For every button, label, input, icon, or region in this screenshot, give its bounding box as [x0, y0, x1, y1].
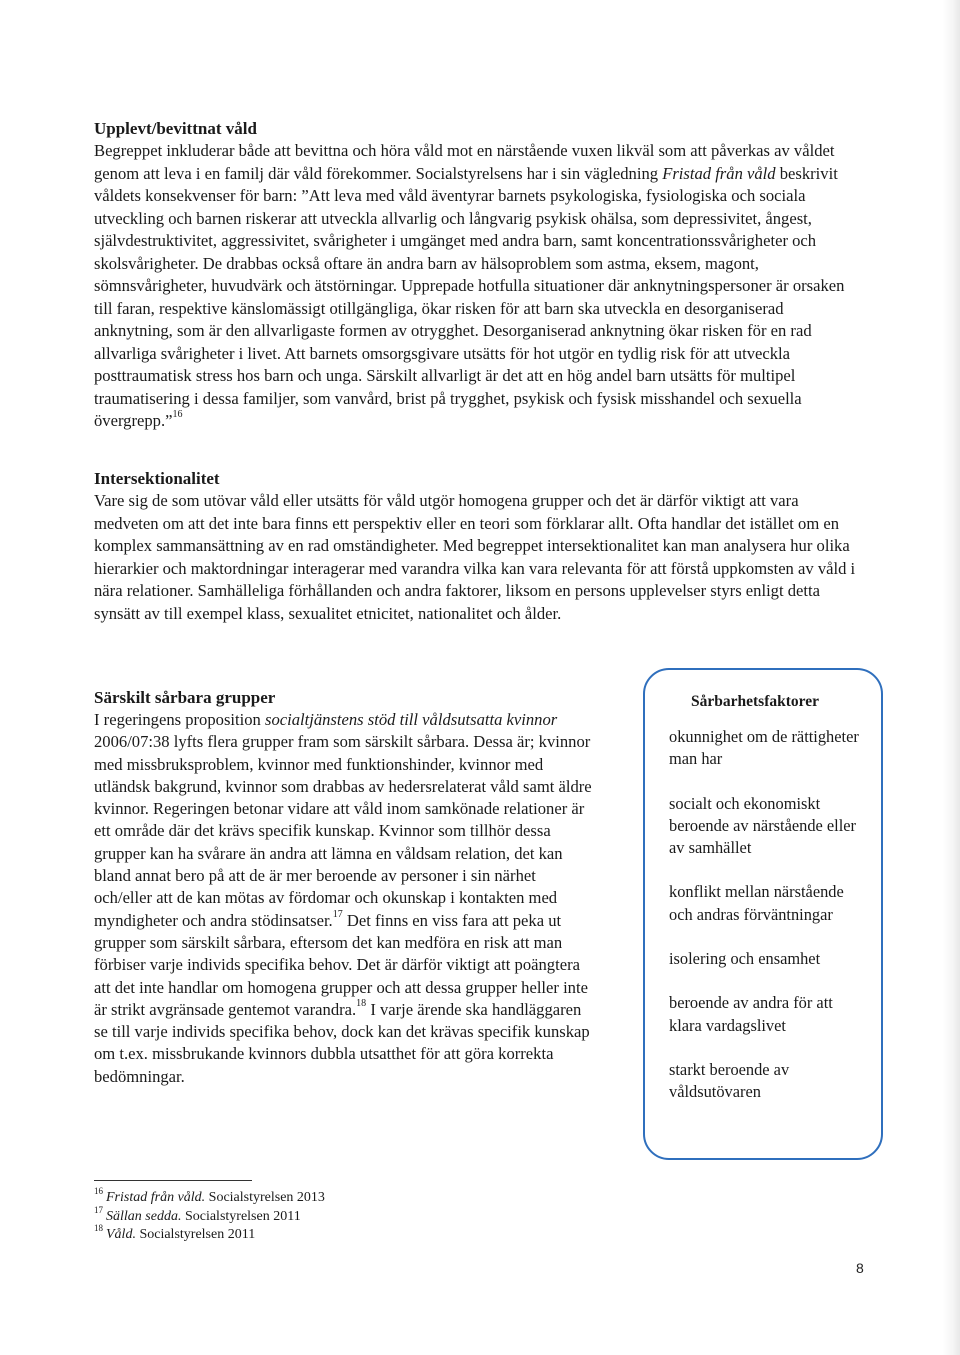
footnote-title: Fristad från våld.: [106, 1190, 206, 1205]
list-item: konflikt mellan närstående och andras förväntningar: [669, 882, 844, 924]
paragraph-text: I varje ärende ska handläggaren se till varje individs specifika behov, dock kan det krävas specifik kunskap om t.ex. missbrukande kvinnors dubbla utsatthet för att göra korrekta bedömningar.: [94, 999, 590, 1086]
footnote-title: Våld.: [106, 1227, 136, 1242]
footnote-source: Socialstyrelsen 2011: [181, 1208, 301, 1224]
footnote-source: Socialstyrelsen 2011: [135, 1227, 256, 1242]
paragraph-text: 2006/07:38 lyfts flera grupper fram som särskilt sårbara. Dessa är; kvinnor med missbruksproblem, kvinnor med funktionshinder, kvinnor med utländsk bakgrund, kvinnor som drabbas av hedersrelaterat våld samt äldre kvinnor. Regeringen betonar vidare att våld inom samkönade relationer är ett område där det krävs specifik kunskap. Kvinnor som tillhör dessa grupper kan ha svårare än andra att lämna en våldsam relation, det kan bland annat bero på att de är mer beroende av personer i sin närhet och/eller att de kan mötas av fördomar och okunskap i kontakten med myndigheter och andra stödinsatser.: [94, 732, 592, 930]
section-paragraph: [94, 709, 594, 1088]
list-item: starkt beroende av våldsutövaren: [669, 1059, 790, 1102]
list-item: beroende av andra för att klara vardagslivet: [669, 993, 833, 1035]
list-item: okunnighet om de rättigheter man har: [669, 727, 859, 769]
section-heading: Upplevt/bevittnat våld: [94, 119, 257, 138]
footnote-source: Socialstyrelsen 2013: [205, 1190, 325, 1205]
footnote-number: 16: [94, 1186, 103, 1197]
cited-title: Fristad från våld: [662, 163, 776, 183]
section-paragraph: [94, 140, 864, 433]
section-heading: Särskilt sårbara grupper: [94, 688, 276, 707]
section-paragraph: Vare sig de som utövar våld eller utsätts för våld utgör homogena grupper och det är därför viktigt att vara medveten om att det inte bara finns ett perspektiv eller en teori som förklarar allt. Ofta handlar det istället om en komplex sammansättning av en rad omständigheter. Med begreppet intersektionalitet kan man analysera hur olika hierarkier och maktordningar interagerar med varandra vilka kan vara relevanta för att förstå uppkomsten av våld i nära relationer. Samhälleliga förhållanden och andra faktorer, liksom en persons upplevelser styrs enligt detta synsätt av till exempel klass, sexualitet etnicitet, nationalitet och ålder.: [94, 491, 856, 623]
vulnerability-factors-box: [643, 668, 883, 1160]
footnote: [94, 1204, 494, 1227]
footnote-reference: 16: [172, 409, 183, 421]
footnote-reference: 17: [332, 909, 343, 921]
paragraph-text: beskrivit våldets konsekvenser för barn: ”Att leva med våld äventyrar barnets psykologiska, fysiologiska och sociala utveckling och barnen riskerar att utveckla allvarlig och långvarig psykisk ohälsa, som depressivitet, ångest, självdestruktivitet, aggressivitet, svårigheter i umgänget med andra barn, samt koncentrationssvårigheter och skolsvårigheter. De drabbas också oftare än andra barn av hälsoproblem som astma, eksem, magont, sömnsvårigheter, huvudvärk och ätstörningar. Upprepade hotfulla situationer där anknytningspersoner är orsaken till faran, respektive känslomässigt otillgängliga, ökar risken för att barn ska utveckla en desorganiserad anknytning, som är den allvarligaste formen av otrygghet. Desorganiserad anknytning ökar risken för en rad allvarliga svårigheter i livet. Att barnets omsorgsgivare utsätts för hot utgör en tydlig risk för att utveckla posttraumatisk stress hos barn och unga. Särskilt allvarligt är det att en hög andel barn utsätts för multipel traumatisering i dessa familjer, som vanvård, brist på trygghet, psykisk och fysisk misshandel och sexuella övergrepp.”: [94, 163, 845, 430]
section-upplevt-bevittnat-vald: [94, 118, 864, 433]
footnote-divider: [94, 1180, 252, 1181]
sidebox-title: Sårbarhetsfaktorer: [691, 693, 819, 710]
cited-title: socialtjänstens stöd till våldsutsatta kvinnor: [264, 710, 558, 729]
vulnerability-factor-list: [669, 726, 863, 1104]
page-number: 8: [856, 1260, 864, 1276]
section-sarskilt-sarbara-grupper: [94, 687, 594, 1088]
section-heading: Intersektionalitet: [94, 469, 220, 488]
footnote-number: 17: [94, 1204, 103, 1215]
section-intersektionalitet: [94, 468, 864, 625]
footnotes: [94, 1180, 494, 1245]
page-edge-shadow: [942, 0, 960, 1355]
list-item: isolering och ensamhet: [669, 949, 821, 969]
footnote-reference: 18: [356, 998, 367, 1010]
paragraph-text: Begreppet inkluderar både att bevittna och höra våld mot en närstående vuxen likväl som att påverkas av våldet genom att leva i en familj där våld förekommer. Socialstyrelsens har i sin vägledning: [94, 141, 835, 183]
list-item: socialt och ekonomiskt beroende av närstående eller av samhället: [669, 793, 857, 858]
paragraph-text: I regeringens proposition: [94, 710, 265, 729]
footnote-number: 18: [94, 1223, 103, 1234]
footnote-title: Sällan sedda.: [106, 1208, 182, 1224]
paragraph-text: Det finns en viss fara att peka ut grupper som särskilt sårbara, eftersom det kan medföra en risk att man förbiser varje individs specifika behov. Det är därför viktigt att poängtera att det inte handlar om homogena grupper och att dessa grupper heller inte är strikt avgränsade gentemot varandra.: [94, 910, 588, 1019]
footnote: [94, 1223, 494, 1245]
footnote: [94, 1186, 494, 1208]
